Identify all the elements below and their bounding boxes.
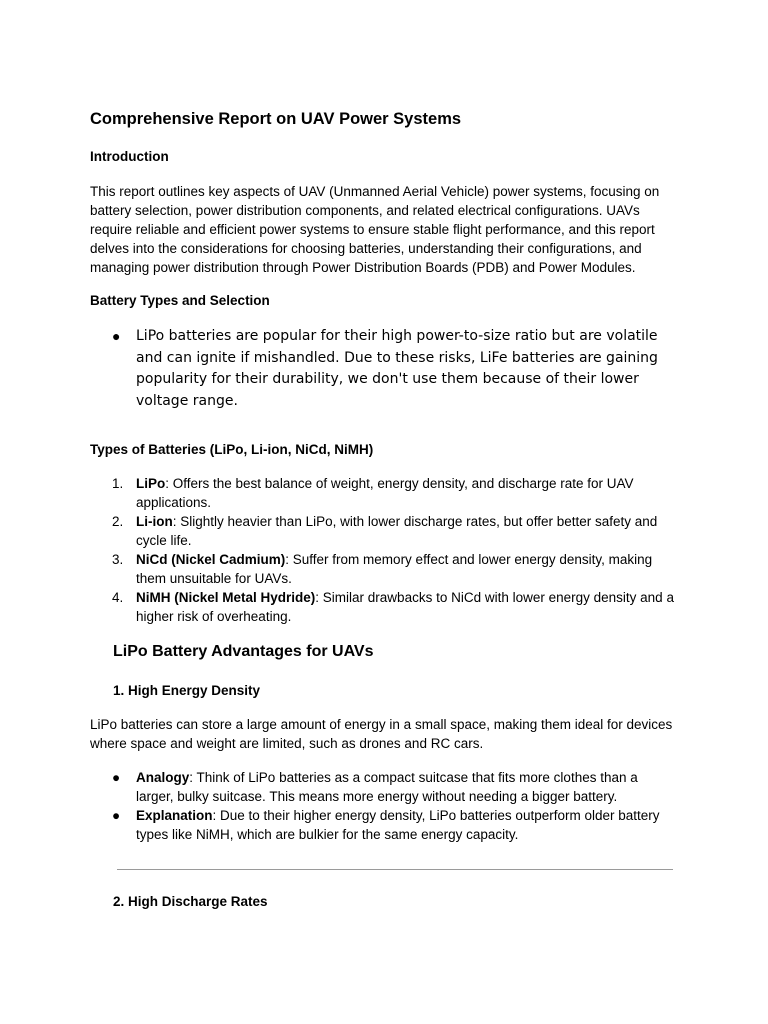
- high-energy-density-heading: 1. High Energy Density: [113, 683, 261, 698]
- list-item: [112, 512, 677, 550]
- list-item-term: NiCd (Nickel Cadmium): [136, 552, 286, 567]
- list-number: 4.: [112, 590, 124, 605]
- bullet-marker: ●: [112, 808, 121, 823]
- list-item-term: Explanation: [136, 808, 213, 823]
- horizontal-divider: [117, 869, 673, 870]
- list-item: [112, 768, 677, 806]
- list-item-term: Analogy: [136, 770, 190, 785]
- high-discharge-rates-heading: 2. High Discharge Rates: [113, 894, 268, 909]
- list-number: 1.: [112, 476, 124, 491]
- bullet-marker: ●: [112, 328, 121, 344]
- list-item: [112, 474, 677, 512]
- battery-bullet-text: LiPo batteries are popular for their high power-to-size ratio but are volatile and can ignite if mishandled. Due to these risks, LiFe batteries are gaining popularity for their durability, we don't use them because of their lower voltage range.: [136, 328, 658, 409]
- list-item-term: Li-ion: [136, 514, 173, 529]
- list-item-term: LiPo: [136, 476, 166, 491]
- introduction-heading: Introduction: [90, 149, 169, 164]
- battery-bullet-item: [112, 326, 672, 412]
- types-of-batteries-heading: Types of Batteries (LiPo, Li-ion, NiCd, NiMH): [90, 442, 374, 457]
- lipo-advantages-heading: LiPo Battery Advantages for UAVs: [113, 643, 374, 660]
- document-title: Comprehensive Report on UAV Power Systems: [90, 110, 462, 128]
- list-item-term: NiMH (Nickel Metal Hydride): [136, 590, 316, 605]
- list-item: [112, 806, 677, 844]
- bullet-marker: ●: [112, 770, 121, 785]
- list-item-desc: : Think of LiPo batteries as a compact suitcase that fits more clothes than a larger, bulky suitcase. This means more energy without needing a bigger battery.: [136, 770, 638, 804]
- list-item-desc: : Offers the best balance of weight, energy density, and discharge rate for UAV applications.: [136, 476, 634, 510]
- list-number: 3.: [112, 552, 124, 567]
- list-item: [112, 550, 677, 588]
- energy-points-list: [112, 768, 677, 844]
- energy-density-paragraph: LiPo batteries can store a large amount of energy in a small space, making them ideal for devices where space and weight are limited, such as drones and RC cars.: [90, 717, 673, 751]
- introduction-paragraph: This report outlines key aspects of UAV (Unmanned Aerial Vehicle) power systems, focusing on battery selection, power distribution components, and related electrical configurations. UAVs require reliable and efficient power systems to ensure stable flight performance, and this report delves into the considerations for choosing batteries, understanding their configurations, and managing power distribution through Power Distribution Boards (PDB) and Power Modules.: [90, 184, 660, 275]
- list-item: [112, 588, 677, 626]
- battery-types-list: [112, 474, 677, 626]
- list-item-desc: : Suffer from memory effect and lower energy density, making them unsuitable for UAVs.: [136, 552, 653, 586]
- battery-types-heading: Battery Types and Selection: [90, 293, 270, 308]
- list-item-desc: : Due to their higher energy density, LiPo batteries outperform older battery types like NiMH, which are bulkier for the same energy capacity.: [136, 808, 660, 842]
- list-item-desc: : Similar drawbacks to NiCd with lower energy density and a higher risk of overheating.: [136, 590, 674, 624]
- list-item-desc: : Slightly heavier than LiPo, with lower discharge rates, but offer better safety and cycle life.: [136, 514, 658, 548]
- list-number: 2.: [112, 514, 124, 529]
